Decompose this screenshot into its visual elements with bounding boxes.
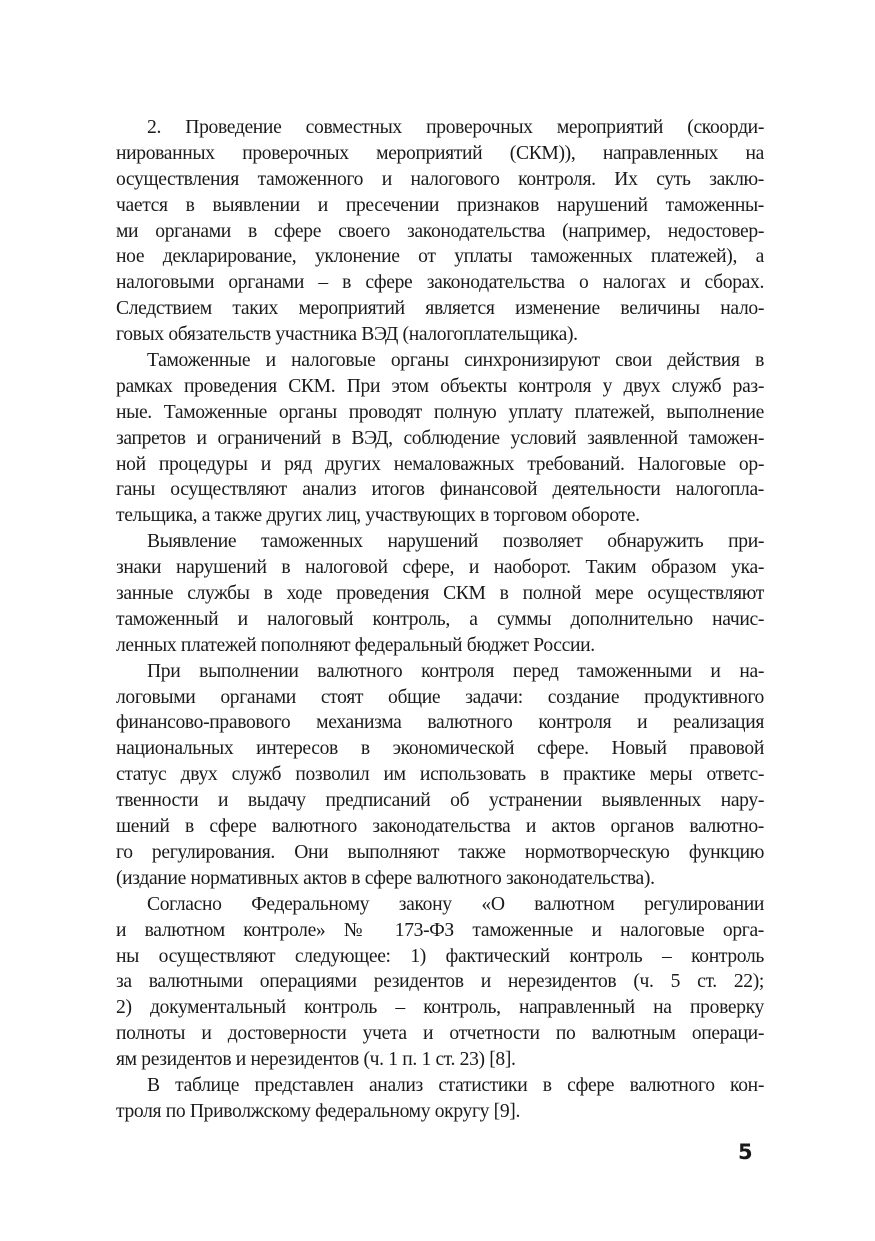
text-line: и валютном контроле» № 173-ФЗ таможенные и налоговые орга- (116, 919, 764, 941)
text-line: (издание нормативных актов в сфере валютного законодательства). (116, 867, 655, 889)
text-line: таможенный и налоговый контроль, а суммы дополнительно начис- (116, 608, 764, 630)
text-line: го регулирования. Они выполняют также нормотворческую функцию (116, 841, 764, 863)
text-line: говых обязательств участника ВЭД (налогоплательщика). (116, 324, 578, 346)
text-line: Согласно Федеральному закону «О валютном регулировании (147, 893, 764, 915)
text-line: ленных платежей пополняют федеральный бюджет России. (116, 634, 595, 656)
text-line: за валютными операциями резидентов и нерезидентов (ч. 5 ст. 22); (116, 971, 764, 993)
text-line: чается в выявлении и пресечении признаков нарушений таможенны- (116, 194, 764, 216)
text-line: твенности и выдачу предписаний об устранении выявленных нару- (116, 790, 764, 812)
text-line: ные. Таможенные органы проводят полную уплату платежей, выполнение (116, 401, 764, 423)
text-line: осуществления таможенного и налогового контроля. Их суть заклю- (116, 168, 764, 190)
text-line: Таможенные и налоговые органы синхронизируют свои действия в (147, 350, 764, 372)
text-line: ной процедуры и ряд других немаловажных требований. Налоговые ор- (116, 453, 764, 475)
text-line: 2. Проведение совместных проверочных мероприятий (скоорди- (147, 117, 764, 138)
text-line: ное декларирование, уклонение от уплаты таможенных платежей), а (116, 246, 764, 268)
body-text (116, 115, 764, 1125)
text-line: ганы осуществляют анализ итогов финансовой деятельности налогопла- (116, 479, 764, 501)
text-line: налоговыми органами – в сфере законодательства о налогах и сборах. (116, 272, 764, 294)
text-line: Выявление таможенных нарушений позволяет обнаружить при- (147, 531, 764, 553)
text-line: В таблице представлен анализ статистики в сфере валютного кон- (147, 1074, 764, 1096)
text-line: 2) документальный контроль – контроль, направленный на проверку (116, 997, 764, 1019)
text-line: Следствием таких мероприятий является изменение величины нало- (116, 298, 764, 320)
text-line: шений в сфере валютного законодательства и актов органов валютно- (116, 816, 764, 838)
page-number: 5 (738, 1140, 753, 1164)
text-line: полноты и достоверности учета и отчетности по валютным операци- (116, 1023, 764, 1045)
text-line: занные службы в ходе проведения СКМ в полной мере осуществляют (116, 583, 764, 605)
text-line: знаки нарушений в налоговой сфере, и наоборот. Таким образом ука- (116, 557, 764, 579)
text-line: ны осуществляют следующее: 1) фактический контроль – контроль (116, 945, 764, 967)
text-line: статус двух служб позволил им использовать в практике меры ответс- (116, 764, 764, 786)
text-line: запретов и ограничений в ВЭД, соблюдение условий заявленной таможен- (116, 427, 764, 449)
text-line: ям резидентов и нерезидентов (ч. 1 п. 1 ст. 23) [8]. (116, 1049, 516, 1071)
text-line: При выполнении валютного контроля перед таможенными и на- (147, 660, 764, 682)
text-line: рамках проведения СКМ. При этом объекты контроля у двух служб раз- (116, 375, 764, 397)
text-line: тельщика, а также других лиц, участвующих в торговом обороте. (116, 505, 640, 527)
text-line: троля по Приволжскому федеральному округу [9]. (116, 1100, 521, 1122)
text-line: нированных проверочных мероприятий (СКМ)), направленных на (116, 142, 764, 164)
text-line: национальных интересов в экономической сфере. Новый правовой (116, 738, 764, 760)
text-line: финансово-правового механизма валютного контроля и реализация (116, 712, 764, 734)
text-line: логовыми органами стоят общие задачи: создание продуктивного (116, 686, 764, 708)
text-line: ми органами в сфере своего законодательства (например, недостовер- (116, 220, 764, 242)
